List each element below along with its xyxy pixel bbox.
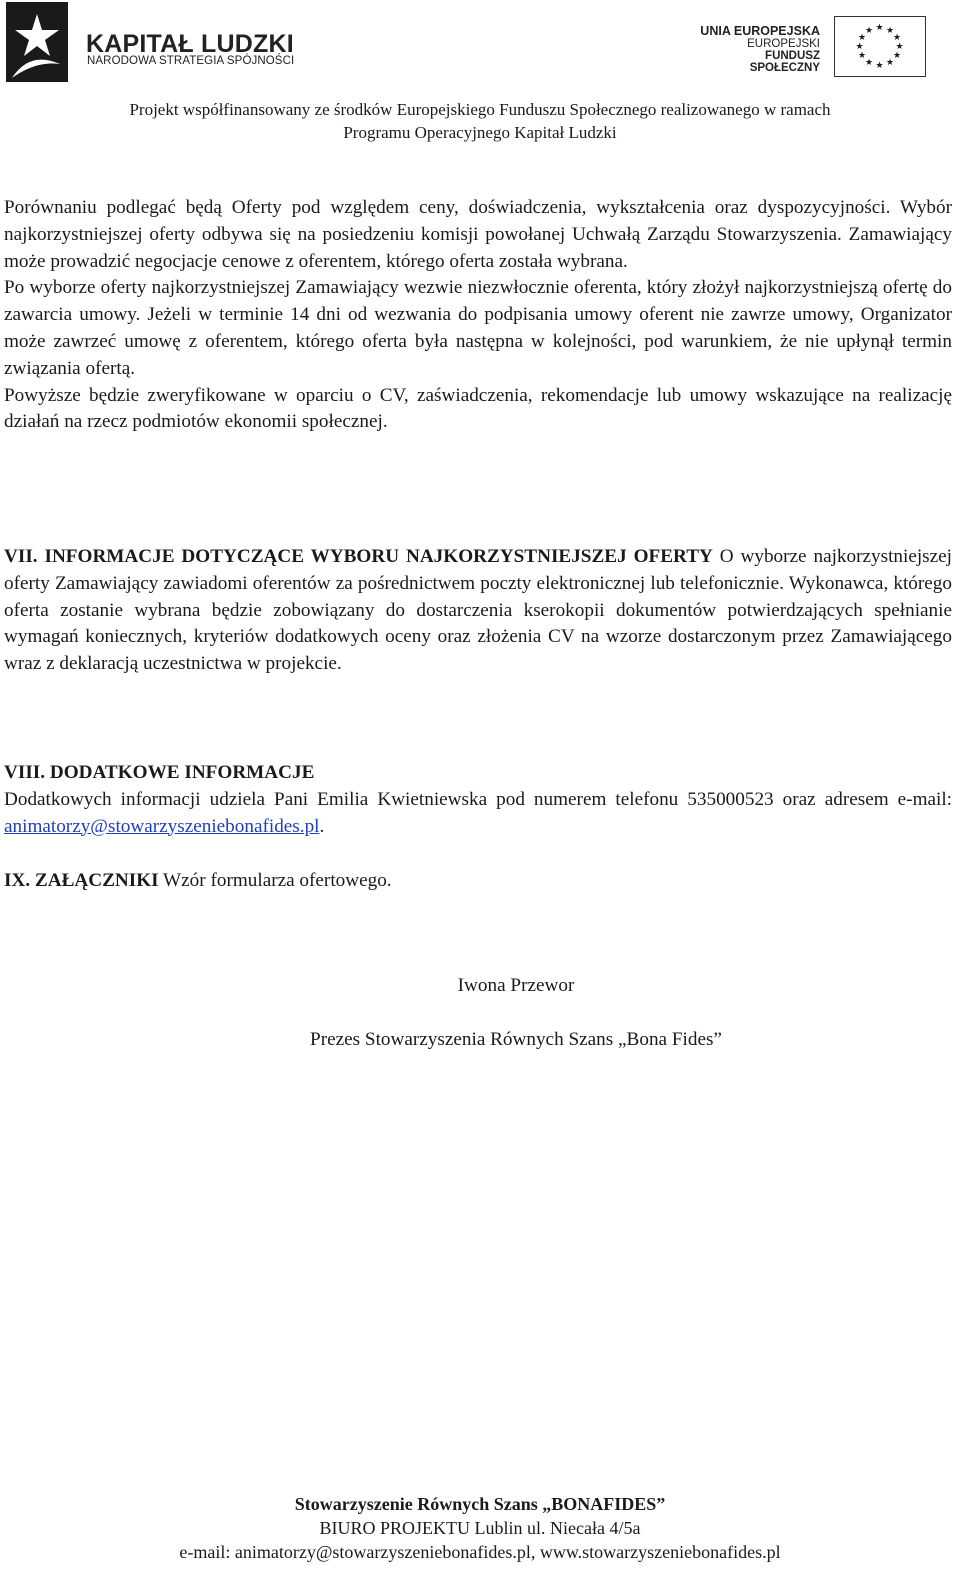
logo-left-subtitle: NARODOWA STRATEGIA SPÓJNOŚCI [87, 55, 295, 67]
contact-email-link[interactable]: animatorzy@stowarzyszeniebonafides.pl [4, 815, 320, 837]
paragraph-verification: Powyższe będzie zweryfikowane w oparciu o CV, zaświadczenia, rekomendacje lub umowy wskazujące na realizację działań na rzecz podmiotów ekonomii społecznej. [4, 384, 952, 433]
svg-text:★: ★ [892, 33, 902, 43]
logo-left-title: KAPITAŁ LUDZKI [86, 30, 294, 58]
project-funding-line-1: Projekt współfinansowany ze środków Europejskiego Funduszu Społecznego realizowanego w ramach [129, 100, 831, 119]
section-viii-end: . [319, 815, 325, 837]
section-vii-text: O wyborze najkorzystniejszej oferty Zamawiający zawiadomi oferentów za pośrednictwem poczty elektronicznej lub telefonicznie. Wykonawca, którego oferta zostanie wybrana będzie zobowiązany do dostarczenia kserokopii dokumentów potwierdzających spełnianie wymagań koniecznych, kryteriów dodatkowych oceny oraz złożenia CV na wzorze dostarczonym przez Zamawiającego wraz z deklaracją uczestnictwa w projekcie. [4, 546, 952, 675]
eu-line-1: UNIA EUROPEJSKA [700, 24, 820, 38]
footer-address: BIURO PROJEKTU Lublin ul. Niecała 4/5a [319, 1518, 641, 1538]
section-ix-heading: IX. ZAŁĄCZNIKI [4, 870, 159, 891]
eu-line-2: EUROPEJSKI [747, 38, 820, 50]
footer [0, 1492, 960, 1564]
svg-text:★: ★ [864, 26, 874, 36]
evaluation-section [4, 195, 952, 436]
signature-name: Iwona Przewor [457, 975, 575, 996]
kapital-ludzki-logo [4, 0, 304, 84]
project-funding-line-2: Programu Operacyjnego Kapitał Ludzki [343, 123, 617, 142]
eu-line-3: FUNDUSZ SPOŁECZNY [749, 50, 820, 74]
section-viii-heading: VIII. DODATKOWE INFORMACJE [4, 762, 315, 783]
svg-text:★: ★ [864, 58, 874, 68]
svg-text:★: ★ [855, 42, 864, 52]
svg-text:★: ★ [885, 58, 895, 68]
svg-text:★: ★ [875, 23, 884, 33]
svg-text:★: ★ [892, 51, 902, 61]
section-viii [4, 760, 952, 840]
svg-text:★: ★ [885, 26, 895, 36]
section-ix-text: Wzór formularza ofertowego. [158, 870, 392, 891]
eu-flag-icon [834, 16, 926, 77]
section-vii [4, 544, 952, 678]
eu-logo [692, 14, 932, 80]
kapital-ludzki-emblem-icon [4, 0, 82, 84]
paragraph-comparison: Porównaniu podlegać będą Oferty pod względem ceny, doświadczenia, wykształcenia oraz dyspozycyjności. Wybór najkorzystniejszej oferty odbywa się na posiedzeniu komisji powołanej Uchwałą Zarządu Stowarzyszenia. Zamawiający może prowadzić negocjacje cenowe z oferentem, którego oferta została wybrana. [4, 197, 952, 272]
footer-organization: Stowarzyszenie Równych Szans „BONAFIDES” [294, 1494, 666, 1514]
svg-text:★: ★ [857, 51, 867, 61]
footer-contact: e-mail: animatorzy@stowarzyszeniebonafides.pl, www.stowarzyszeniebonafides.pl [179, 1542, 781, 1562]
eu-logo-text [692, 24, 820, 74]
signature-title: Prezes Stowarzyszenia Równych Szans „Bona Fides” [310, 1029, 722, 1050]
svg-text:★: ★ [875, 61, 884, 71]
svg-text:★: ★ [857, 33, 867, 43]
section-viii-text: Dodatkowych informacji udziela Pani Emilia Kwietniewska pod numerem telefonu 535000523 oraz adresem e-mail: [4, 788, 952, 810]
svg-text:★: ★ [895, 42, 904, 52]
section-vii-heading: VII. INFORMACJE DOTYCZĄCE WYBORU NAJKORZYSTNIEJSZEJ OFERTY [4, 546, 713, 567]
paragraph-contract: Po wyborze oferty najkorzystniejszej Zamawiający wezwie niezwłocznie oferenta, który złożył najkorzystniejszą ofertę do zawarcia umowy. Jeżeli w terminie 14 dni od wezwania do podpisania umowy oferent nie zawrze umowy, Organizator może zawrzeć umowę z oferentem, którego oferta była następna w kolejności, pod warunkiem, że nie upłynął termin związania ofertą. [4, 277, 952, 379]
section-ix [4, 868, 952, 895]
